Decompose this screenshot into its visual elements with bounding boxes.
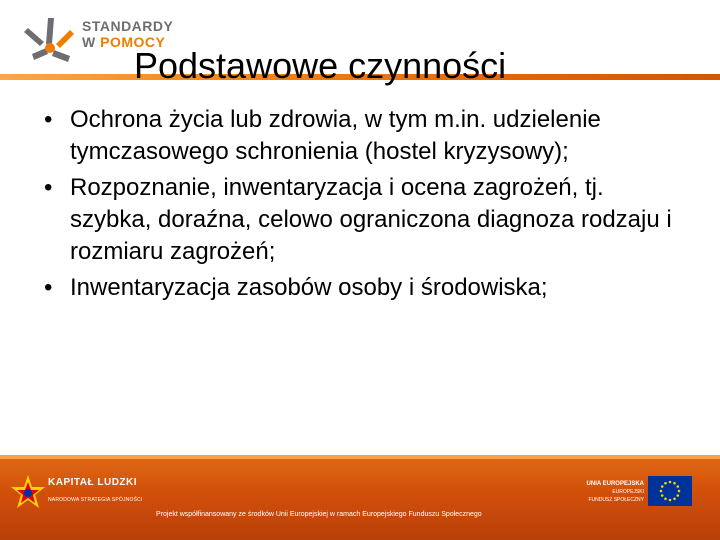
list-item [44, 172, 684, 268]
footer-note: Projekt współfinansowany ze środków Unii Europejskiej w ramach Europejskiego Funduszu Społecznego [156, 511, 482, 518]
bullet-text: Ochrona życia lub zdrowia, w tym m.in. udzielenie tymczasowego schronienia (hostel kryzysowy); [70, 106, 601, 165]
kapital-ludzki-logo-icon [8, 472, 48, 512]
kapital-ludzki-subtitle: NARODOWA STRATEGIA SPÓJNOŚCI [48, 497, 143, 503]
logo-line1: STANDARDY [82, 18, 174, 34]
bullet-text: Inwentaryzacja zasobów osoby i środowiska; [70, 274, 548, 301]
eu-text [560, 480, 644, 504]
bullet-text: Rozpoznanie, inwentaryzacja i ocena zagrożeń, tj. szybka, doraźna, celowo ograniczona diagnoza rodzaju i rozmiaru zagrożeń; [70, 174, 672, 265]
bullet-marker: • [44, 106, 53, 133]
list-item [44, 104, 684, 168]
logo-accent: POMOCY [100, 34, 166, 50]
bullet-marker: • [44, 174, 53, 201]
eu-line1: UNIA EUROPEJSKA [586, 481, 644, 487]
logo-w: W [82, 34, 96, 50]
eu-flag-icon [648, 476, 692, 506]
bullet-list [44, 104, 684, 304]
page-title: Podstawowe czynności [134, 45, 507, 86]
eu-line3: FUNDUSZ SPOŁECZNY [588, 497, 644, 503]
eu-line2: EUROPEJSKI [612, 489, 644, 495]
content [44, 104, 684, 308]
kapital-ludzki-title: KAPITAŁ LUDZKI [48, 477, 138, 488]
list-item [44, 272, 684, 304]
footer-stripe [0, 455, 720, 459]
bullet-marker: • [44, 274, 53, 301]
